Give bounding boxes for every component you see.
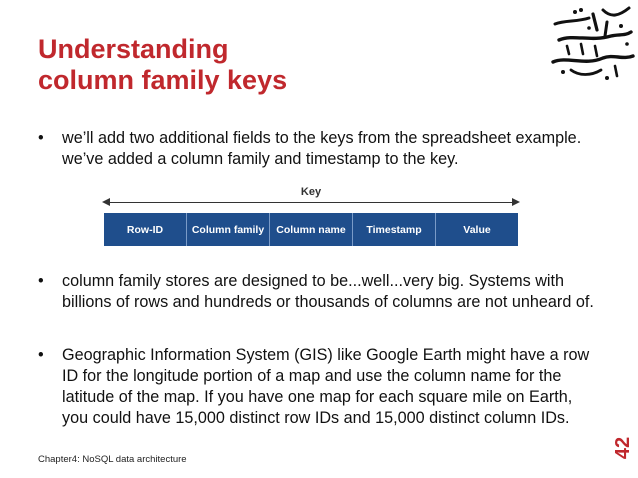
- bullet-item: [38, 345, 598, 429]
- key-cell-timestamp: Timestamp: [353, 213, 436, 246]
- bullet-marker: •: [38, 272, 44, 290]
- slide-title-line-1: Understanding: [38, 34, 229, 64]
- slide-title: [38, 34, 518, 96]
- page-number: 42: [612, 436, 634, 460]
- bullet-item: [38, 128, 598, 170]
- key-diagram: [104, 186, 518, 246]
- bullet-text: column family stores are designed to be...well...very big. Systems with billions of rows and hundreds or thousands of columns are not unheard of.: [62, 272, 594, 311]
- arrow-left-icon: [102, 198, 110, 206]
- key-cell-value: Value: [463, 223, 491, 236]
- bullet-marker: •: [38, 129, 44, 147]
- key-span-line: [104, 202, 518, 203]
- key-cell-column-name: Column name: [270, 213, 353, 246]
- key-cell-row-id: Row-ID: [104, 213, 187, 246]
- key-diagram-label: Key: [300, 186, 322, 198]
- bullet-text: we’ll add two additional fields to the keys from the spreadsheet example. we’ve added a column family and timestamp to the key.: [62, 129, 582, 168]
- slide-title-line-2: column family keys: [38, 65, 288, 95]
- university-calligraphy-logo-icon: [545, 0, 638, 84]
- arrow-right-icon: [512, 198, 520, 206]
- key-cells-row: [104, 213, 518, 246]
- slide-footer: Chapter4: NoSQL data architecture: [38, 454, 187, 465]
- bullet-item: [38, 271, 598, 313]
- key-cell-column-family: Column family: [187, 213, 270, 246]
- bullet-marker: •: [38, 346, 44, 364]
- bullet-text: Geographic Information System (GIS) like Google Earth might have a row ID for the longitude portion of a map and use the column name for the latitude of the map. If you have one map for each square mile on Earth, you could have 15,000 distinct row IDs and 15,000 distinct column IDs.: [62, 346, 590, 427]
